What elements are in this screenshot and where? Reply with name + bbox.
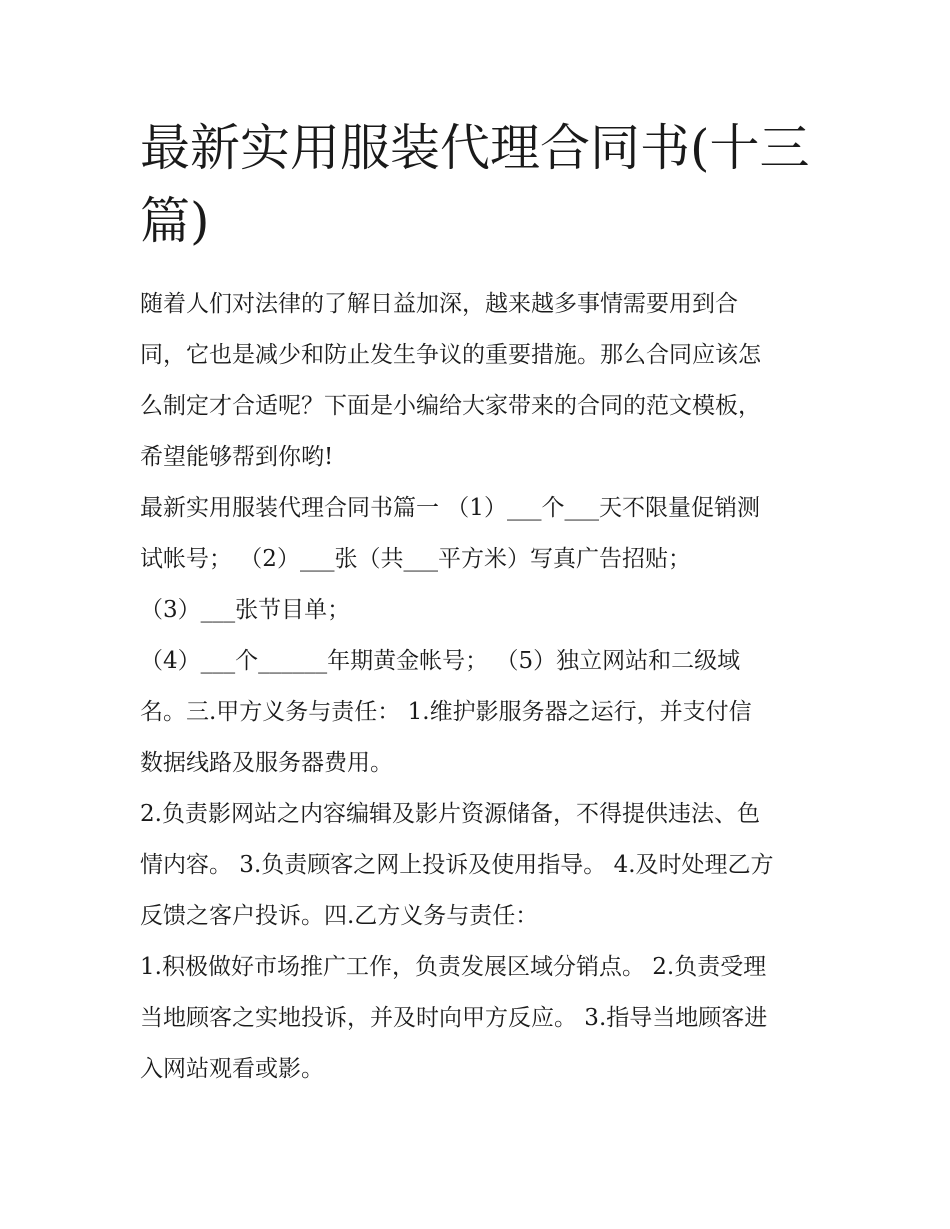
body-line: 么制定才合适呢？下面是小编给大家带来的合同的范文模板， (140, 393, 761, 419)
body-line: 名。三.甲方义务与责任： 1.维护影服务器之运行，并支付信 (140, 699, 752, 725)
body-line: 最新实用服装代理合同书篇一 （1）___个___天不限量促销测 (140, 495, 760, 521)
body-line: 情内容。 3.负责顾客之网上投诉及使用指导。 4.及时处理乙方 (140, 852, 774, 878)
body-line: 当地顾客之实地投诉，并及时向甲方反应。 3.指导当地顾客进 (140, 1005, 768, 1031)
body-line: 1.积极做好市场推广工作，负责发展区域分销点。 2.负责受理 (140, 954, 767, 980)
document-title (140, 112, 830, 258)
body-line: 希望能够帮到你哟! (140, 444, 334, 470)
body-line: 2.负责影网站之内容编辑及影片资源储备，不得提供违法、色 (140, 801, 760, 827)
body-line: 随着人们对法律的了解日益加深，越来越多事情需要用到合 (140, 291, 738, 317)
body-line: 同，它也是减少和防止发生争议的重要措施。那么合同应该怎 (140, 342, 761, 368)
document-title-line: 最新实用服装代理合同书(十三 (140, 119, 810, 177)
body-line: 入网站观看或影。 (140, 1056, 324, 1082)
body-line: （4）___个______年期黄金帐号； （5）独立网站和二级域 (140, 648, 741, 674)
document-body (140, 279, 820, 1095)
body-line: 试帐号； （2）___张（共___平方米）写真广告招贴； (140, 546, 691, 572)
document-title-line: 篇) (140, 192, 210, 250)
body-line: （3）___张节目单； (140, 597, 351, 623)
body-line: 数据线路及服务器费用。 (140, 750, 393, 776)
body-line: 反馈之客户投诉。四.乙方义务与责任： (140, 903, 539, 929)
